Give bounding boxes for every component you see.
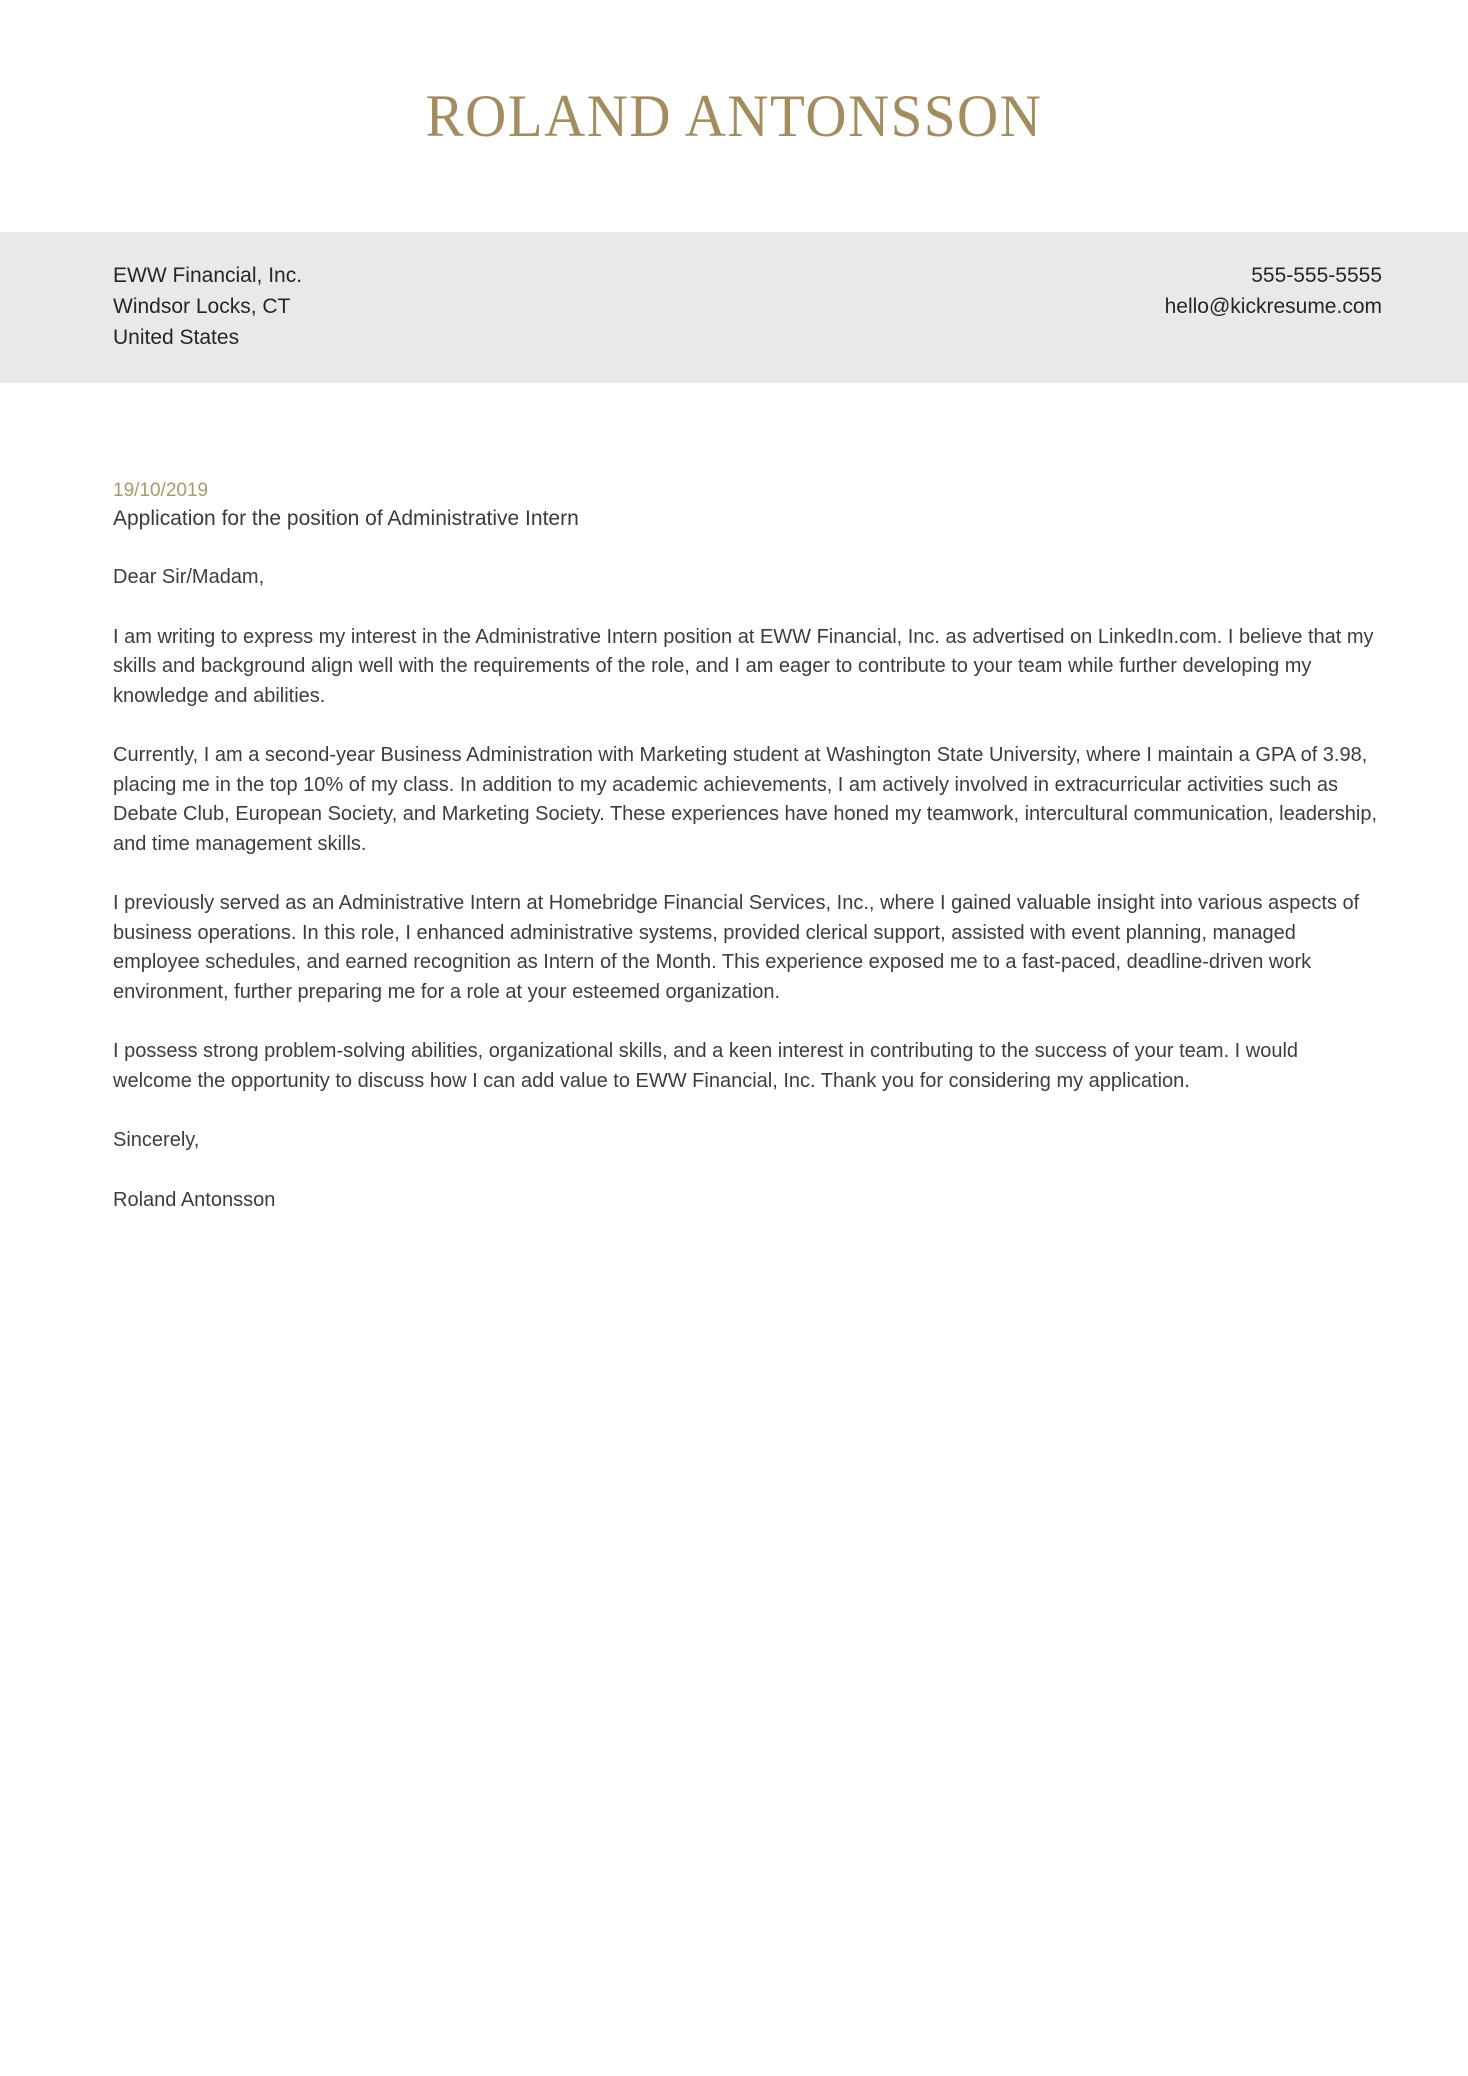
- letter-body: [0, 477, 1468, 1215]
- recipient-address-block: [113, 260, 302, 353]
- recipient-country: United States: [113, 326, 240, 349]
- letter-date: 19/10/2019: [113, 480, 209, 501]
- signature-name: Roland Antonsson: [113, 1188, 276, 1211]
- closing: Sincerely,: [113, 1129, 200, 1151]
- email-address: hello@kickresume.com: [1164, 295, 1382, 318]
- letter-paragraph: I possess strong problem-solving abilities, organizational skills, and a keen interest in contributing to the success of your team. I would welcome the opportunity to discuss how I can add value to EWW Financial, Inc. Thank you for considering my application.: [113, 1040, 1299, 1092]
- letter-paragraph: I previously served as an Administrative Intern at Homebridge Financial Services, Inc., where I gained valuable insight into various aspects of business operations. In this role, I enhanced administrative systems, provided clerical support, assisted with event planning, managed employee schedules, and earned recognition as Intern of the Month. This experience exposed me to a fast-paced, deadline-driven work environment, further preparing me for a role at your esteemed organization.: [113, 892, 1360, 1003]
- letter-paragraph: Currently, I am a second-year Business Administration with Marketing student at Washington State University, where I maintain a GPA of 3.98, placing me in the top 10% of my class. In addition to my academic achievements, I am actively involved in extracurricular activities such as Debate Club, European Society, and Marketing Society. These experiences have honed my teamwork, intercultural communication, leadership, and time management skills.: [113, 744, 1378, 855]
- letter-header: [0, 0, 1468, 232]
- sender-contact-block: [1165, 260, 1382, 322]
- recipient-company: EWW Financial, Inc.: [113, 264, 303, 287]
- letter-paragraph: I am writing to express my interest in the Administrative Intern position at EWW Financial, Inc. as advertised on LinkedIn.com. I believe that my skills and background align well with the requirements of the role, and I am eager to contribute to your team while further developing my knowledge and abilities.: [113, 625, 1374, 707]
- salutation: Dear Sir/Madam,: [113, 566, 265, 588]
- applicant-name: ROLAND ANTONSSON: [425, 82, 1043, 150]
- letter-subject: Application for the position of Administrative Intern: [113, 507, 579, 530]
- phone-number: 555-555-5555: [1251, 264, 1382, 287]
- contact-band: [0, 232, 1468, 383]
- recipient-city: Windsor Locks, CT: [113, 295, 291, 318]
